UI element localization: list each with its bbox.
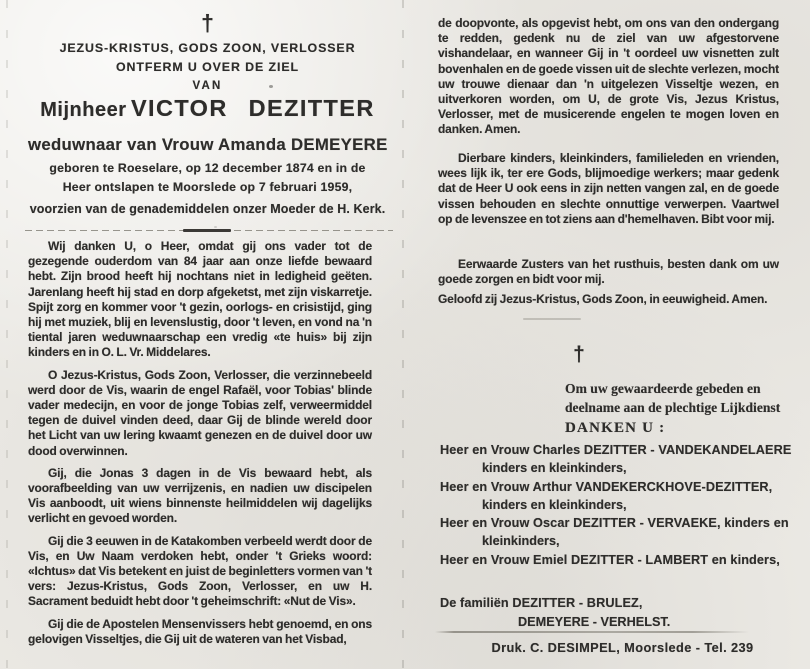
- birth-line-1: geboren te Roeselare, op 12 december 1874 en in de: [49, 161, 366, 175]
- thanks-line-danken: DANKEN U :: [565, 420, 666, 436]
- thanks-block: [565, 379, 795, 438]
- thanks-line-2: deelname aan de plechtige Lijkdienst: [565, 400, 781, 415]
- thanks-sisters-paragraph: Eerwaarde Zusters van het rusthuis, besten dank om uw goede zorgen en bidt voor mij.: [438, 257, 779, 287]
- prayer-paragraph: O Jezus-Kristus, Gods Zoon, Verlosser, die verzinnebeeld werd door de Vis, waarin de engel Rafaël, voor Tobias' blinde vader medecijn, en voor de jonge Tobias zelf, verweermiddel tegen de duivel vinden deed, daar Gij de blinde wereld door het Licht van uw lering kwaamt genezen en de duivel door uw dood overwinnen.: [28, 367, 372, 458]
- prayer-paragraph: Wij danken U, o Heer, omdat gij ons vader tot de gezegende ouderdom van 84 jaar aan onze liefde bewaard hebt. Zijn brood heeft hij nochtans niet in ledigheid geëten. Jarenlang heeft hij stad en dorp afgeketst, met zijn viskarretje. Spijt zorg en kommer voor 't gezin, oorlogs- en crisistijd, ging hij met muziek, blij en levenslustig, door 't leven, en vond na 'n tiental jaren weduwnaarschap een vredig «te huis» bij zijn kinders en in O. L. Vr. Middelares.: [28, 239, 372, 360]
- invocation-line-van: VAN: [192, 80, 223, 92]
- widower-line: weduwnaar van Vrouw Amanda DEMEYERE: [28, 135, 388, 154]
- printer-credit: Druk. C. DESIMPEL, Moorslede - Tel. 239: [491, 640, 754, 655]
- prayer-text-right: [438, 16, 779, 145]
- section-divider: [435, 631, 749, 633]
- prayer-text-left: [28, 239, 372, 654]
- family-entry-detail: DEMEYERE - VERHELST.: [518, 614, 671, 629]
- family-entry-name: De familiën DEZITTER - BRULEZ,: [440, 596, 643, 611]
- deceased-name: VICTOR DEZITTER: [130, 95, 375, 121]
- praise-line: Geloofd zij Jezus-Kristus, Gods Zoon, in eeuwigheid. Amen.: [438, 292, 768, 306]
- invocation-line-2: ONTFERM U OVER DE ZIEL: [116, 60, 299, 74]
- family-entry: [440, 441, 798, 478]
- cross-icon: †: [573, 343, 585, 366]
- prayer-paragraph: Gij die de Apostelen Mensenvissers hebt genoemd, en ons gelovigen Visseltjes, die Gij uit de wateren van het Visbad,: [28, 616, 372, 646]
- family-entry-name: Heer en Vrouw Emiel DEZITTER - LAMBERT en kinders,: [440, 552, 780, 567]
- family-entry-detail: kinders en kleinkinders,: [482, 461, 627, 476]
- family-entry-name: Heer en Vrouw Charles DEZITTER - VANDEKANDELAERE: [440, 443, 792, 457]
- family-entry-name: Heer en Vrouw Oscar DEZITTER - VERVAEKE, kinders en: [440, 516, 789, 531]
- family-entry-detail: kinders en kleinkinders,: [482, 497, 627, 512]
- family-entry-detail: [440, 569, 798, 587]
- prayer-paragraph: Gij die 3 eeuwen in de Katakomben verbeeld werdt door de Vis, en Uw Naam verdoken hebt, onder 't Grieks woord: «Ichtus» dat Vis betekent en juist de beginletters vormen van 't vers: Jezus-Kristus, Gods Zoon, Verlosser, en uw H. Sacrament beduidt hebt door 't geheimschrift: «Nut de Vis».: [28, 533, 372, 609]
- sacraments-line: voorzien van de genademiddelen onzer Moeder de H. Kerk.: [29, 202, 386, 216]
- thanks-line-1: Om uw gewaardeerde gebeden en: [565, 381, 761, 396]
- farewell-paragraph-block: [438, 151, 779, 234]
- deceased-name-prefix: Mijnheer: [40, 99, 127, 121]
- death-line: Heer ontslapen te Moorslede op 7 februari 1959,: [62, 180, 353, 194]
- family-entry: [440, 551, 798, 588]
- prayer-paragraph: de doopvonte, als opgevist hebt, om ons van den ondergang te redden, gedenk nu de ziel van uw afgestorvene vishandelaar, en wanneer Gij in 't oordeel uw visnetten zult bovenhalen en de goede vissen uit de slechte verlezen, mocht uw trouwe dienaar dan 'n uitgelezen Visseltje wezen, en uitverkoren worden, om U, de grote Vis, Jezus Kristus, Verlosser, met de musicerende engelen te mogen loven en danken. Amen.: [438, 16, 779, 137]
- family-entry-detail: kleinkinders,: [482, 534, 560, 549]
- invocation-line-1: JEZUS-KRISTUS, GODS ZOON, VERLOSSER: [59, 41, 356, 55]
- farewell-paragraph: Dierbare kinders, kleinkinders, familieleden en vrienden, wees lijk ik, ter ere Gods, blijmoedige werkers; maar gedenk dat de Heer U ook eens in zijn netten vangen zal, en de goede vissen behouden en slechte onnuttige verwerpen. Vaartwel op de levenszee en tot ziens aan d'hemelhaven. Bibt voor mij.: [438, 151, 779, 226]
- family-list: [440, 441, 798, 631]
- thanks-sisters-block: [438, 257, 779, 294]
- page-right: [405, 0, 810, 669]
- cross-icon: †: [201, 10, 214, 36]
- scan-smudge: [523, 318, 581, 320]
- prayer-paragraph: Gij, die Jonas 3 dagen in de Vis bewaard hebt, als voorafbeelding van uw verrijzenis, en nadien uw discipelen Vis aanboodt, uit wiens binnenste heilmiddelen wij dagelijks verlicht en gevoed worden.: [28, 465, 372, 526]
- family-entry: [440, 514, 798, 551]
- family-entry: [440, 478, 798, 515]
- family-entry: [440, 594, 798, 631]
- family-entry-name: Heer en Vrouw Arthur VANDEKERCKHOVE-DEZITTER,: [440, 479, 773, 494]
- deceased-name-line: [28, 95, 387, 122]
- section-divider: [25, 229, 393, 232]
